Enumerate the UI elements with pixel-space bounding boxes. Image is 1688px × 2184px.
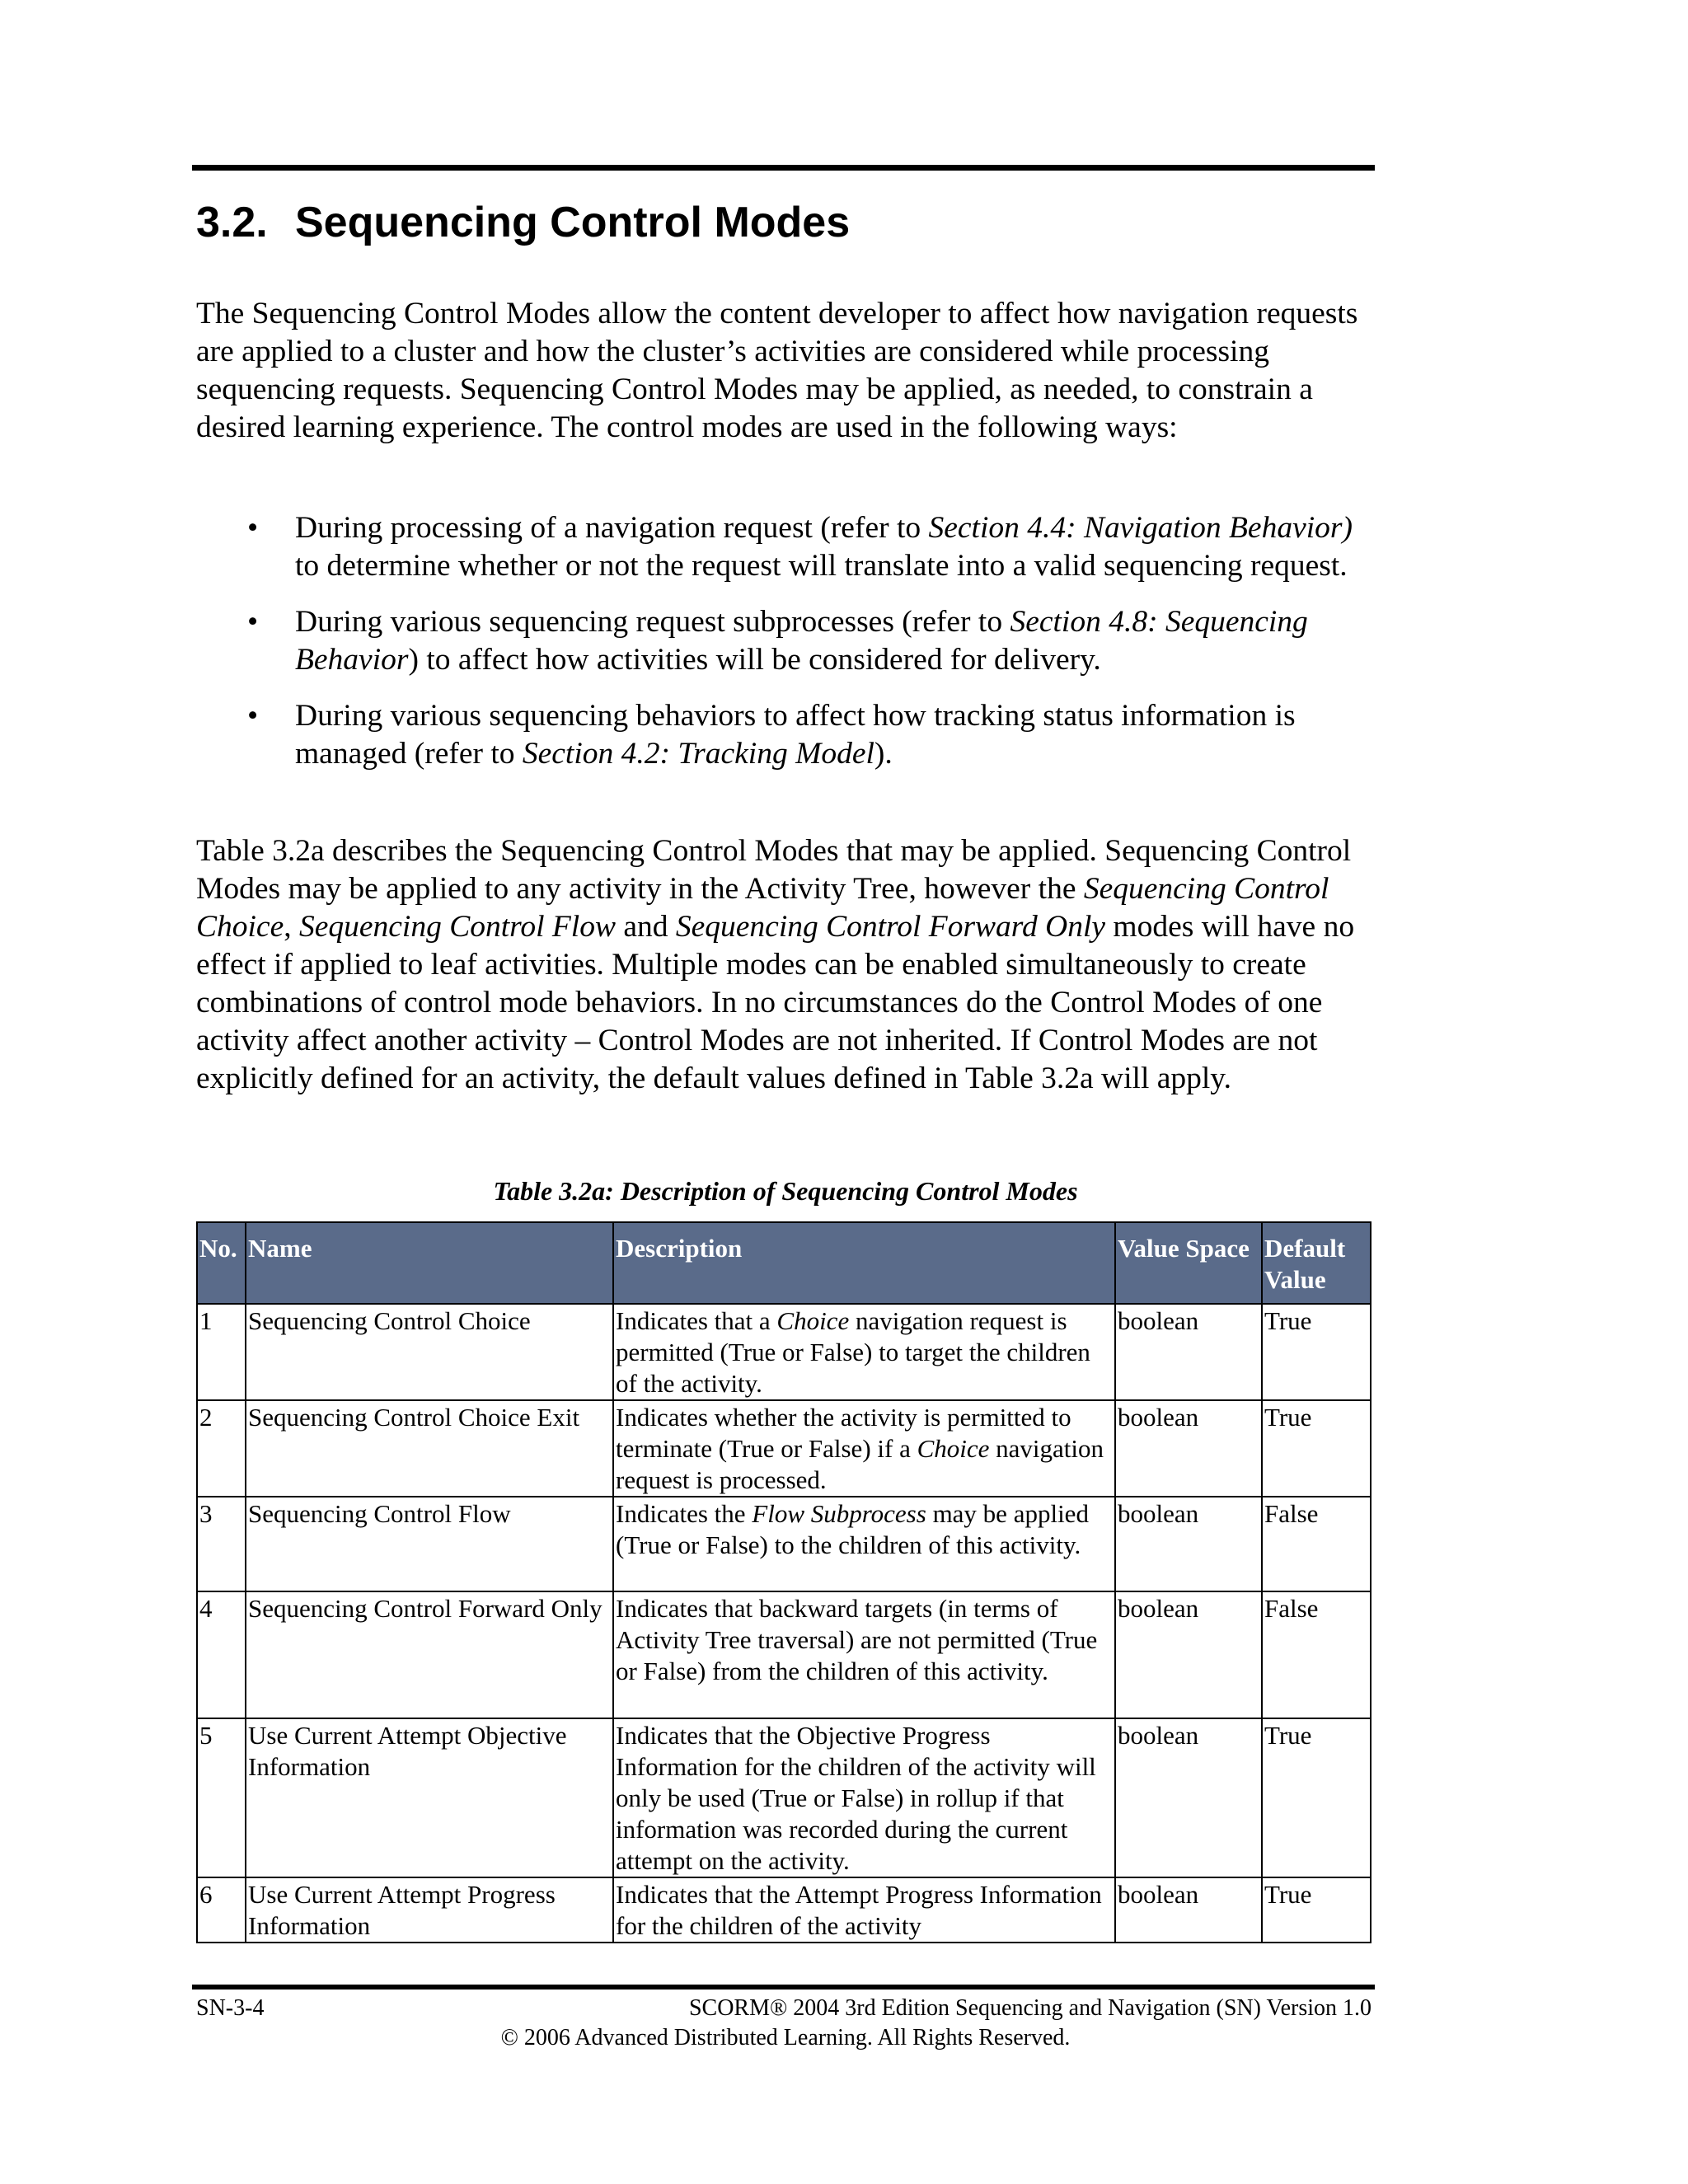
table-row bbox=[197, 1877, 1371, 1943]
table-row bbox=[197, 1400, 1371, 1497]
cell-name: Sequencing Control Choice Exit bbox=[246, 1400, 613, 1497]
footer-rule bbox=[192, 1985, 1375, 1990]
column-header-value-space: Value Space bbox=[1115, 1222, 1262, 1304]
column-header-no: No. bbox=[197, 1222, 246, 1304]
control-modes-table bbox=[196, 1221, 1372, 1943]
cell-name: Sequencing Control Choice bbox=[246, 1304, 613, 1400]
cell-value-space: boolean bbox=[1115, 1400, 1262, 1497]
list-item: • During various sequencing behaviors to affect how tracking status information is managed (refer to Section 4.2: Tracking Model). bbox=[247, 699, 1296, 771]
cell-value-space: boolean bbox=[1115, 1304, 1262, 1400]
cell-default: True bbox=[1262, 1718, 1371, 1877]
document-title: SCORM® 2004 3rd Edition Sequencing and Navigation (SN) Version 1.0 bbox=[688, 1995, 1372, 2021]
list-item: • During processing of a navigation request (refer to Section 4.4: Navigation Behavior) to determine whether or not the request will translate into a valid sequencing request. bbox=[247, 511, 1353, 583]
section-reference: Section 4.2: Tracking Model bbox=[522, 737, 874, 771]
cell-description: Indicates that a Choice navigation request is permitted (True or False) to target the children of the activity. bbox=[613, 1304, 1115, 1400]
cell-no: 3 bbox=[197, 1497, 246, 1591]
table-row bbox=[197, 1591, 1371, 1718]
table-caption: Table 3.2a: Description of Sequencing Control Modes bbox=[493, 1176, 1078, 1206]
cell-description: Indicates that the Objective Progress Information for the children of the activity will only be used (True or False) in rollup if that information was recorded during the current attempt on the activity. bbox=[613, 1718, 1115, 1877]
cell-default: True bbox=[1262, 1304, 1371, 1400]
cell-description: Indicates whether the activity is permitted to terminate (True or False) if a Choice navigation request is processed. bbox=[613, 1400, 1115, 1497]
cell-name: Use Current Attempt Objective Information bbox=[246, 1718, 613, 1877]
table-row bbox=[197, 1718, 1371, 1877]
cell-default: False bbox=[1262, 1497, 1371, 1591]
bullet-icon: • bbox=[247, 699, 259, 733]
cell-value-space: boolean bbox=[1115, 1591, 1262, 1718]
cell-no: 5 bbox=[197, 1718, 246, 1877]
column-header-default-value: Default Value bbox=[1262, 1222, 1371, 1304]
section-reference: Section 4.4: Navigation Behavior) bbox=[928, 511, 1353, 545]
cell-no: 4 bbox=[197, 1591, 246, 1718]
table-row bbox=[197, 1304, 1371, 1400]
table-intro-paragraph: Table 3.2a describes the Sequencing Control Modes that may be applied. Sequencing Control Modes may be applied to any activity in the Activity Tree, however the Sequencing Control Choice, Sequencing Control Flow and Sequencing Control Forward Only modes will have no effect if applied to leaf activities. Multiple modes can be enabled simultaneously to create combinations of control mode behaviors. In no circumstances do the Control Modes of one activity affect another activity – Control Modes are not inherited. If Control Modes are not explicitly defined for an activity, the default values defined in Table 3.2a will apply. bbox=[196, 834, 1355, 1095]
section-title: Sequencing Control Modes bbox=[295, 199, 851, 246]
table-header-row bbox=[197, 1222, 1371, 1304]
section-heading bbox=[196, 194, 850, 251]
cell-default: True bbox=[1262, 1400, 1371, 1497]
section-number: 3.2. bbox=[196, 199, 268, 246]
bullet-icon: • bbox=[247, 511, 259, 545]
cell-value-space: boolean bbox=[1115, 1877, 1262, 1943]
section-reference: Section 4.8: Sequencing Behavior bbox=[295, 605, 1308, 677]
cell-value-space: boolean bbox=[1115, 1718, 1262, 1877]
cell-description: Indicates the Flow Subprocess may be applied (True or False) to the children of this activity. bbox=[613, 1497, 1115, 1591]
column-header-description: Description bbox=[613, 1222, 1115, 1304]
cell-description: Indicates that the Attempt Progress Information for the children of the activity bbox=[613, 1877, 1115, 1943]
cell-value-space: boolean bbox=[1115, 1497, 1262, 1591]
cell-default: True bbox=[1262, 1877, 1371, 1943]
cell-default: False bbox=[1262, 1591, 1371, 1718]
cell-no: 6 bbox=[197, 1877, 246, 1943]
cell-name: Sequencing Control Forward Only bbox=[246, 1591, 613, 1718]
table-row bbox=[197, 1497, 1371, 1591]
copyright-notice: © 2006 Advanced Distributed Learning. All Rights Reserved. bbox=[500, 2025, 1071, 2050]
header-rule bbox=[192, 165, 1375, 171]
intro-paragraph: The Sequencing Control Modes allow the content developer to affect how navigation requests are applied to a cluster and how the cluster’s activities are considered while processing sequencing requests. Sequencing Control Modes may be applied, as needed, to constrain a desired learning experience. The control modes are used in the following ways: bbox=[196, 297, 1358, 444]
usage-list bbox=[196, 509, 1383, 791]
cell-no: 1 bbox=[197, 1304, 246, 1400]
bullet-icon: • bbox=[247, 605, 259, 639]
cell-no: 2 bbox=[197, 1400, 246, 1497]
cell-name: Sequencing Control Flow bbox=[246, 1497, 613, 1591]
page-number: SN-3-4 bbox=[196, 1995, 265, 2021]
cell-description: Indicates that backward targets (in terms of Activity Tree traversal) are not permitted (True or False) from the children of this activity. bbox=[613, 1591, 1115, 1718]
column-header-name: Name bbox=[246, 1222, 613, 1304]
cell-name: Use Current Attempt Progress Information bbox=[246, 1877, 613, 1943]
list-item: • During various sequencing request subprocesses (refer to Section 4.8: Sequencing Behavior) to affect how activities will be considered for delivery. bbox=[247, 605, 1308, 677]
